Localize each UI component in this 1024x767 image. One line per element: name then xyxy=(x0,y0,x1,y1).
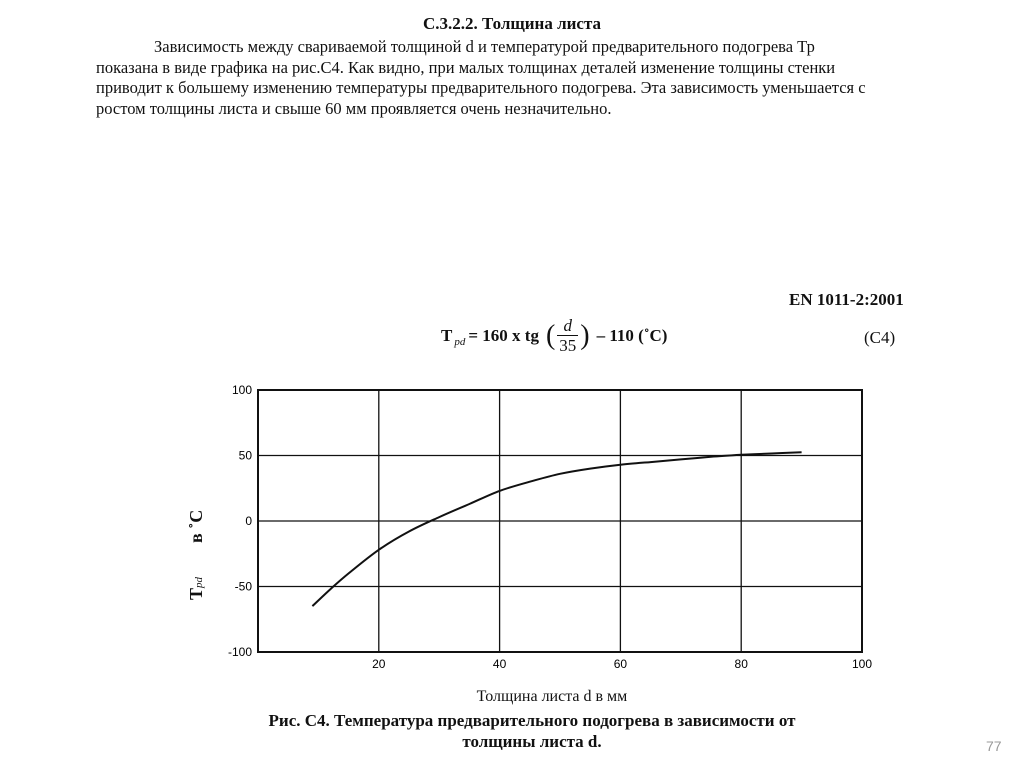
standard-reference: EN 1011-2:2001 xyxy=(789,290,904,309)
formula-close-paren: ) xyxy=(580,319,597,351)
x-tick-label: 100 xyxy=(851,657,873,671)
y-axis-label-symbol: T xyxy=(186,587,206,600)
formula-prefix: = 160 x tg xyxy=(468,325,539,345)
x-tick-label: 80 xyxy=(734,657,748,671)
y-tick-label: -100 xyxy=(227,645,252,659)
y-axis-label-unit: в ˚С xyxy=(186,509,206,543)
y-axis-label-subscript: pd xyxy=(193,576,205,588)
section-heading: С.3.2.2. Толщина листа xyxy=(422,14,602,33)
formula-fraction-denominator: 35 xyxy=(559,336,577,355)
x-tick-label: 20 xyxy=(372,657,386,671)
x-tick-label: 60 xyxy=(613,657,628,671)
y-tick-label: 100 xyxy=(231,383,252,397)
formula-number: (С4) xyxy=(864,328,896,347)
formula-fraction-numerator: d xyxy=(563,316,573,335)
formula-open-paren: ( xyxy=(538,319,556,351)
page-number: 77 xyxy=(986,738,1002,754)
formula-subscript: pd xyxy=(454,335,466,348)
series-line xyxy=(312,452,801,606)
y-axis-label xyxy=(186,510,207,600)
figure-caption xyxy=(0,710,1024,752)
figure-caption-line1: Рис. С4. Температура предварительного подогрева в зависимости от xyxy=(268,711,796,730)
formula-symbol: T xyxy=(441,325,453,345)
y-tick-label: -50 xyxy=(234,579,252,594)
x-axis-label: Толщина листа d в мм xyxy=(476,688,628,705)
x-tick-label: 40 xyxy=(492,657,507,671)
formula-suffix: – 110 (˚C) xyxy=(596,325,668,345)
y-tick-label: 0 xyxy=(245,514,252,528)
y-tick-label: 50 xyxy=(238,448,252,463)
body-paragraph-text: Зависимость между свариваемой толщиной d и температурой предварительного подогрева Тр показана в виде графика на рис.С4. Как видно, при малых толщинах деталей изменение толщины стенки приводит к большему изменению температуры предварительного подогрева. Эта зависимость уменьшается с ростом толщины листа и свыше 60 мм проявляется очень незначительно. xyxy=(96,37,866,118)
figure-caption-line2: толщины листа d. xyxy=(462,732,602,751)
